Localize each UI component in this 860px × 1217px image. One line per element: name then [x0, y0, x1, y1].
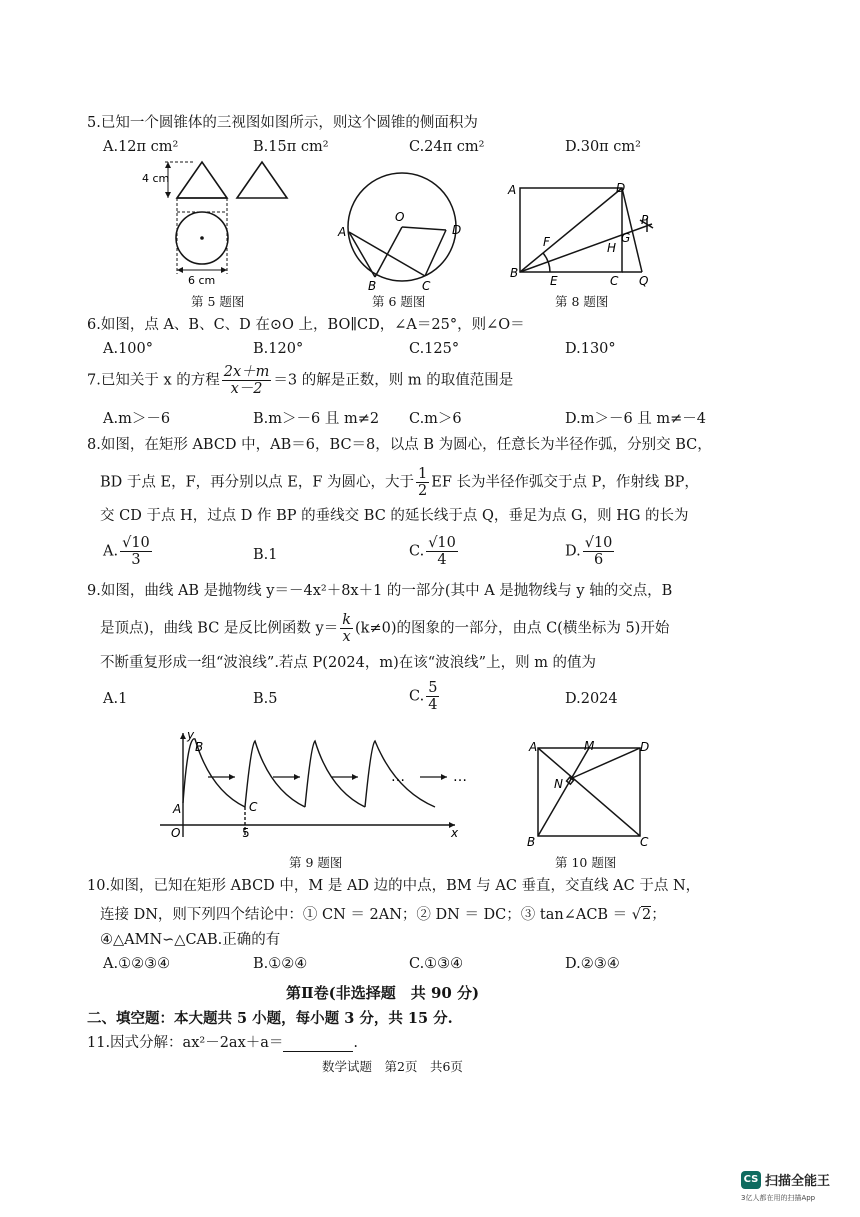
- q8-point-c: C: [610, 274, 619, 288]
- q5-figure: [140, 158, 300, 288]
- q8-point-b: B: [510, 266, 519, 280]
- q9-tick-5: 5: [242, 826, 250, 840]
- q7-stem-pre: 7.已知关于 x 的方程: [87, 372, 220, 389]
- q9-caption: 第 9 题图: [289, 855, 343, 870]
- q10-option-b: B.①②④: [253, 956, 308, 972]
- q9-line2: [100, 612, 669, 645]
- q8-caption: 第 8 题图: [555, 294, 609, 309]
- q10-figure: [522, 738, 652, 848]
- q8-point-d: D: [616, 181, 626, 195]
- q6-point-d: D: [452, 223, 462, 237]
- q9-curve-2: [245, 741, 305, 807]
- q9-point-a: A: [173, 802, 182, 816]
- q6-stem: 6.如图，点 A、B、C、D 在⊙O 上，BO∥CD，∠A＝25°，则∠O＝: [87, 317, 525, 333]
- q10-point-d: D: [640, 740, 650, 754]
- q8-point-e: E: [550, 274, 558, 288]
- q9-curve-1: [183, 739, 245, 807]
- q8-point-a: A: [508, 183, 517, 197]
- q9-curve-3: [305, 741, 365, 807]
- q9-line1: 9.如图，曲线 AB 是抛物线 y＝－4x²＋8x＋1 的一部分(其中 A 是抛物线与 y 轴的交点，B: [87, 583, 673, 599]
- q9-axis-y: y: [187, 728, 195, 742]
- q9-origin: O: [171, 826, 181, 840]
- q5-front-view: [177, 162, 227, 198]
- q7-frac-num: 2x＋m: [223, 364, 270, 380]
- q10-line2-post: ；: [651, 907, 666, 923]
- q5-option-b: B.15π cm²: [253, 139, 329, 155]
- q8-line2-pre: BD 于点 E，F，再分别以点 E，F 为圆心，大于: [100, 474, 415, 491]
- q8-option-a: A. $\frac{√10}{3}$: [103, 535, 150, 568]
- q10-point-a: A: [529, 740, 538, 754]
- q9-option-d: D.2024: [565, 691, 618, 707]
- scanner-logo-icon: CS: [741, 1171, 761, 1189]
- q9-fraction: [340, 612, 353, 645]
- q6-figure: [335, 170, 470, 293]
- q7-stem-post: ＝3 的解是正数，则 m 的取值范围是: [273, 372, 514, 389]
- q7-option-c: C.m＞6: [409, 411, 462, 427]
- q9-option-c: C. $\frac{5}{4}$: [409, 680, 438, 713]
- q6-option-b: B.120°: [253, 341, 304, 357]
- q7-frac-den: x－2: [230, 381, 263, 397]
- q8-point-f: F: [543, 235, 550, 249]
- q8-line2: [100, 466, 699, 499]
- q10-option-c: C.①③④: [409, 956, 464, 972]
- q10-line3: ④△AMN∽△CAB.正确的有: [100, 932, 281, 948]
- q9-ellipsis-1: …: [391, 769, 405, 785]
- q6-point-o: O: [395, 210, 405, 224]
- scanner-app-name: 扫描全能王: [765, 1174, 831, 1189]
- q8-option-d: D. $\frac{√10}{6}$: [565, 535, 613, 568]
- q6-point-a: A: [338, 225, 347, 239]
- q5-side-view: [237, 162, 287, 198]
- q8-line1: 8.如图，在矩形 ABCD 中，AB＝6，BC＝8，以点 B 为圆心，任意长为半径作弧，分别交 BC，: [87, 437, 712, 453]
- q10-line1: 10.如图，已知在矩形 ABCD 中，M 是 AD 边的中点，BM 与 AC 垂直，交直线 AC 于点 N，: [87, 878, 701, 894]
- q9-point-c: C: [249, 800, 258, 814]
- q9-figure: [155, 725, 475, 840]
- q5-option-d: D.30π cm²: [565, 139, 641, 155]
- q8-line2-post: EF 长为半径作弧交于点 P，作射线 BP，: [431, 474, 699, 491]
- q7-fraction: [222, 364, 272, 397]
- q5-option-a: A.12π cm²: [103, 139, 179, 155]
- q9-axis-x: x: [451, 826, 459, 840]
- scanner-tagline: 3亿人都在用的扫描App: [741, 1194, 816, 1202]
- q5-option-c: C.24π cm²: [409, 139, 485, 155]
- q6-option-c: C.125°: [409, 341, 460, 357]
- q5-stem: 5.已知一个圆锥体的三视图如图所示，则这个圆锥的侧面积为: [87, 115, 478, 131]
- q8-option-b: B.1: [253, 547, 278, 563]
- q9-option-a: A.1: [103, 691, 128, 707]
- q8-point-g: G: [621, 231, 631, 245]
- q5-label-width: 6 cm: [188, 274, 216, 287]
- q5-label-height: 4 cm: [142, 172, 170, 185]
- q9-frac-den: x: [342, 629, 351, 645]
- q6-point-c: C: [422, 279, 431, 293]
- q7-stem: [87, 364, 513, 397]
- q10-option-d: D.②③④: [565, 956, 620, 972]
- q6-caption: 第 6 题图: [372, 294, 426, 309]
- q6-option-d: D.130°: [565, 341, 616, 357]
- page-footer: 数学试题 第2页 共6页: [322, 1059, 463, 1074]
- q11-answer-blank: [283, 1037, 353, 1052]
- q9-option-b: B.5: [253, 691, 278, 707]
- q8-option-c: C. $\frac{√10}{4}$: [409, 535, 456, 568]
- q9-frac-num: k: [342, 612, 351, 628]
- q10-caption: 第 10 题图: [555, 855, 617, 870]
- q10-point-n: N: [554, 777, 563, 791]
- q7-option-d: D.m＞－6 且 m≠－4: [565, 411, 707, 427]
- q10-point-m: M: [584, 739, 595, 753]
- q9-line2-post: (k≠0)的图象的一部分，由点 C(横坐标为 5)开始: [355, 620, 670, 637]
- q9-point-b: B: [195, 740, 204, 754]
- q9-ellipsis-2: …: [453, 769, 467, 785]
- q10-point-b: B: [527, 835, 536, 849]
- q9-line3: 不断重复形成一组“波浪线”.若点 P(2024，m)在该“波浪线”上，则 m 的值为: [100, 655, 597, 671]
- q10-line2: 连接 DN，则下列四个结论中：① CN ＝ 2AN；② DN ＝ DC；③ tan∠ACB ＝ √2；: [100, 907, 666, 923]
- q8-line3: 交 CD 于点 H，过点 D 作 BP 的垂线交 BC 的延长线于点 Q，垂足为点 G，则 HG 的长为: [100, 508, 689, 524]
- section2-heading: 二、填空题：本大题共 5 小题，每小题 3 分，共 15 分.: [87, 1010, 453, 1027]
- q8-fraction: [416, 466, 429, 499]
- q7-option-b: B.m＞－6 且 m≠2: [253, 411, 380, 427]
- q6-option-a: A.100°: [103, 341, 154, 357]
- q6-point-b: B: [368, 279, 377, 293]
- q8-figure: [505, 180, 665, 290]
- q8-point-p: P: [641, 213, 649, 227]
- q10-line2-pre: 连接 DN，则下列四个结论中：① CN ＝ 2AN；② DN ＝ DC；③ tan∠ACB ＝: [100, 907, 632, 923]
- q10-option-a: A.①②③④: [103, 956, 171, 972]
- q9-line2-pre: 是顶点)，曲线 BC 是反比例函数 y＝: [100, 620, 339, 637]
- q8-point-q: Q: [639, 274, 649, 288]
- q8-frac-den: 2: [418, 483, 428, 499]
- q8-frac-num: 1: [418, 466, 428, 482]
- q10-point-c: C: [640, 835, 649, 849]
- q7-option-a: A.m＞－6: [103, 411, 171, 427]
- q11-text: 11.因式分解：ax²－2ax＋a＝: [87, 1035, 284, 1051]
- q10-sqrt-arg: 2: [642, 907, 652, 923]
- q11-stem: 11.因式分解：ax²－2ax＋a＝ .: [87, 1035, 358, 1051]
- part2-title: 第Ⅱ卷(非选择题 共 90 分): [286, 984, 480, 1002]
- q5-caption: 第 5 题图: [191, 294, 245, 309]
- q8-point-h: H: [607, 241, 617, 255]
